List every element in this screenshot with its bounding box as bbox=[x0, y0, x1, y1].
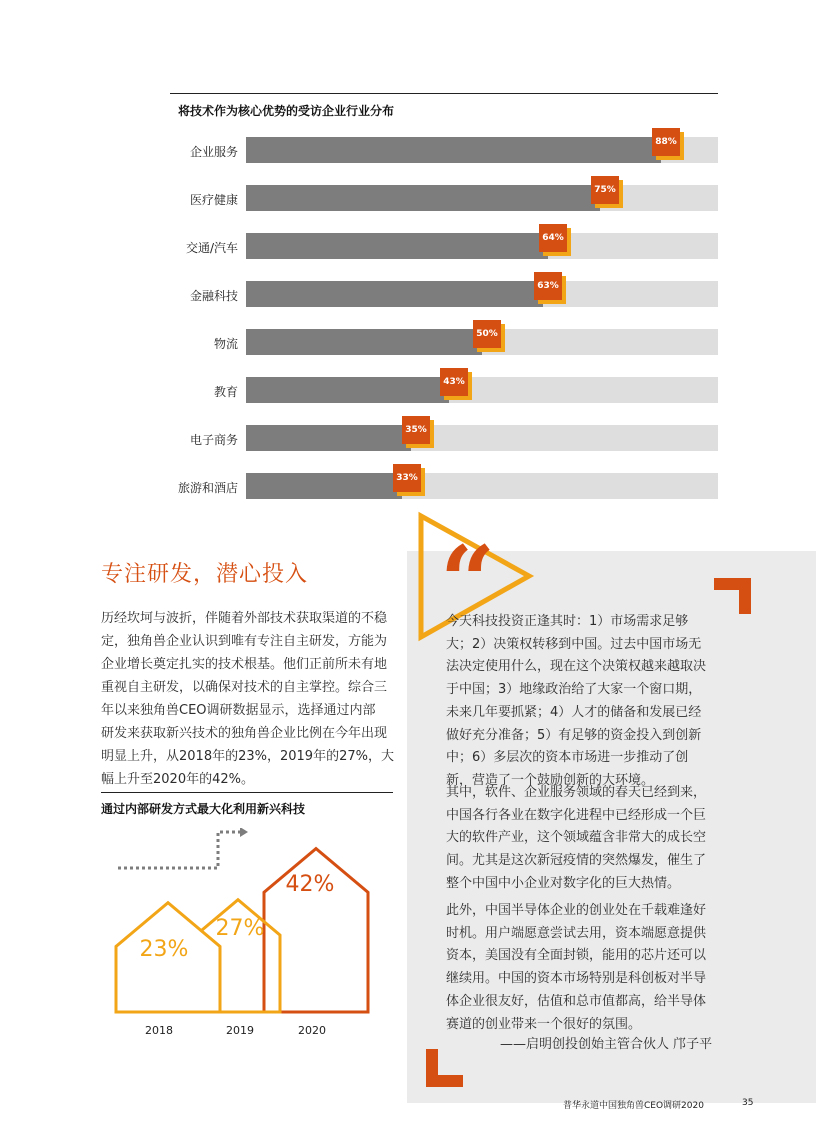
quote-line: 其中，软件、企业服务领域的春天已经到来， bbox=[446, 785, 707, 800]
bar-category-label: 旅游和酒店 bbox=[177, 481, 238, 495]
bar-value-label: 35% bbox=[402, 416, 430, 444]
quote-attribution: ——启明创投创始主管合伙人 邝子平 bbox=[500, 1037, 713, 1052]
quote-line: 中国各行各业在数字化进程中已经形成一个巨 bbox=[446, 807, 707, 823]
corner-bracket-bottom-left-icon bbox=[426, 1049, 463, 1087]
paragraph-line: 定，独角兽企业认识到唯有专注自主研发，方能为 bbox=[101, 634, 388, 649]
quote-line: 间。尤其是这次新冠疫情的突然爆发，催生了 bbox=[446, 853, 707, 869]
rd-trend-chart bbox=[100, 828, 400, 1018]
chart-title: 将技术作为核心优势的受访企业行业分布 bbox=[178, 104, 395, 118]
bar-value-label: 75% bbox=[591, 176, 619, 204]
house-value-label: 23% bbox=[139, 937, 189, 962]
quote-line: 时机。用户端愿意尝试去用，资本端愿意提供 bbox=[446, 925, 707, 941]
house-value-label: 42% bbox=[285, 872, 335, 897]
year-label-2018: 2018 bbox=[145, 1024, 173, 1037]
bar-value-label: 50% bbox=[473, 320, 501, 348]
arrow-head-icon bbox=[240, 828, 248, 837]
bar-category-label: 医疗健康 bbox=[189, 193, 238, 207]
paragraph-line: 企业增长奠定扎实的技术根基。他们正前所未有地 bbox=[101, 657, 388, 672]
paragraph-line: 研发来获取新兴技术的独角兽企业比例在今年出现 bbox=[101, 726, 388, 741]
quote-line: 于中国；3）地缘政治给了大家一个窗口期， bbox=[446, 682, 702, 698]
quote-line: 大；2）决策权转移到中国。过去中国市场无 bbox=[446, 636, 702, 652]
bar-value-label: 63% bbox=[534, 272, 562, 300]
bar-category-label: 教育 bbox=[213, 385, 238, 399]
bar-value-label: 33% bbox=[393, 464, 421, 492]
quote-line: 新，营造了一个鼓励创新的大环境。 bbox=[446, 772, 655, 788]
quote-line: 法决定使用什么，现在这个决策权越来越取决 bbox=[446, 659, 707, 675]
year-label-2020: 2020 bbox=[298, 1024, 326, 1037]
bar-category-label: 物流 bbox=[213, 337, 238, 351]
bar-category-label: 交通/汽车 bbox=[185, 241, 238, 255]
quote-line: 资本，美国没有全面封锁，能用的芯片还可以 bbox=[446, 948, 707, 964]
quote-line: 未来几年要抓紧；4）人才的储备和发展已经 bbox=[446, 704, 702, 720]
footer-publication: 普华永道中国独角兽CEO调研2020 bbox=[563, 1101, 704, 1111]
paragraph-line: 重视自主研发，以确保对技术的自主掌控。综合三 bbox=[101, 680, 388, 695]
quote-line: 做好充分准备；5）有足够的资金投入到创新 bbox=[446, 727, 702, 743]
bar-category-label: 金融科技 bbox=[189, 289, 238, 303]
page-number: 35 bbox=[742, 1098, 754, 1108]
trend-arrow-line bbox=[118, 832, 240, 868]
quote-line: 赛道的创业带来一个很好的氛围。 bbox=[446, 1016, 642, 1032]
quote-line: 整个中国中小企业对数字化的巨大热情。 bbox=[446, 875, 681, 891]
section-heading: 专注研发，潜心投入 bbox=[101, 562, 309, 587]
paragraph-line: 幅上升至2020年的42%。 bbox=[101, 772, 254, 787]
quote-line: 中；6）多层次的资本市场进一步推动了创 bbox=[446, 750, 689, 766]
quote-line: 此外，中国半导体企业的创业处在千载难逢好 bbox=[446, 903, 707, 918]
house-value-label: 27% bbox=[215, 916, 265, 941]
quote-mark-icon: “ bbox=[440, 525, 496, 638]
quote-paragraph-3 bbox=[446, 900, 721, 1036]
quote-line: 今天科技投资正逢其时：1）市场需求足够 bbox=[446, 614, 689, 629]
bar-category-label: 电子商务 bbox=[189, 433, 238, 447]
bar-value-label: 43% bbox=[440, 368, 468, 396]
corner-bracket-top-right-icon bbox=[714, 578, 751, 614]
quote-line: 继续用。中国的资本市场特别是科创板对半导 bbox=[446, 971, 707, 987]
quote-line: 体企业很友好，估值和总市值都高，给半导体 bbox=[446, 993, 707, 1009]
year-label-2019: 2019 bbox=[226, 1024, 254, 1037]
quote-line: 大的软件产业，这个领域蕴含非常大的成长空 bbox=[446, 830, 707, 846]
bar-category-label: 企业服务 bbox=[189, 145, 238, 159]
paragraph-line: 历经坎坷与波折，伴随着外部技术获取渠道的不稳 bbox=[101, 611, 388, 626]
bar-value-label: 88% bbox=[652, 128, 680, 156]
intro-paragraph bbox=[101, 607, 401, 791]
quote-paragraph-2 bbox=[446, 782, 721, 896]
quote-paragraph-1 bbox=[446, 611, 721, 793]
paragraph-line: 明显上升，从2018年的23%，2019年的27%，大 bbox=[101, 749, 394, 764]
sub-chart-title: 通过内部研发方式最大化利用新兴科技 bbox=[101, 802, 306, 816]
sub-chart-rule bbox=[101, 792, 393, 793]
bar-value-label: 64% bbox=[539, 224, 567, 252]
paragraph-line: 年以来独角兽CEO调研数据显示，选择通过内部 bbox=[101, 703, 376, 718]
